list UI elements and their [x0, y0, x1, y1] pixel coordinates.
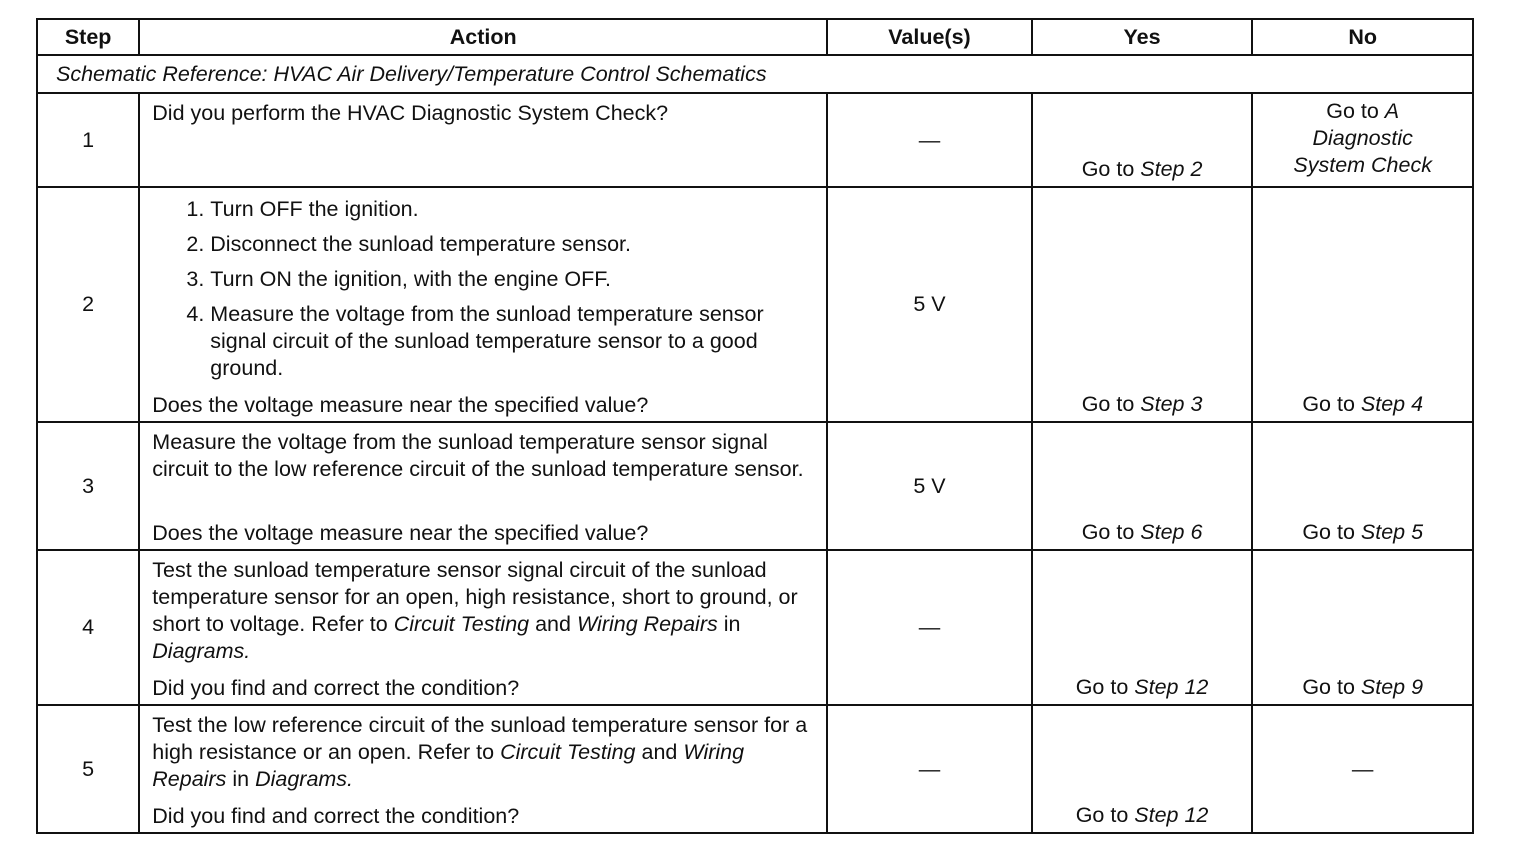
- circuit-testing-link[interactable]: Circuit Testing: [500, 740, 636, 764]
- table-row: [37, 93, 1473, 187]
- table-row: [37, 187, 1473, 422]
- header-action: Action: [139, 19, 827, 55]
- goto-target-line: Diagnostic: [1312, 126, 1413, 150]
- schematic-reference: Schematic Reference: HVAC Air Delivery/Temperature Control Schematics: [37, 55, 1473, 93]
- goto-target-line: A: [1384, 99, 1400, 123]
- diagnostic-table: [36, 18, 1474, 834]
- value-cell: 5 V: [827, 187, 1032, 422]
- action-text-part: in: [226, 767, 256, 791]
- yes-cell: [1032, 422, 1253, 550]
- step-number: 3: [37, 422, 139, 550]
- action-step: 3. Turn ON the ignition, with the engine OFF.: [210, 266, 814, 293]
- action-text: Did you perform the HVAC Diagnostic System Check?: [152, 101, 669, 125]
- value-cell: 5 V: [827, 422, 1032, 550]
- goto-link[interactable]: Step 2: [1140, 157, 1203, 181]
- table-row: [37, 422, 1473, 550]
- action-steps-list: [152, 196, 814, 382]
- goto-link[interactable]: [1253, 98, 1472, 182]
- goto-prefix: Go to: [1326, 99, 1385, 123]
- action-question: Did you find and correct the condition?: [152, 676, 520, 700]
- goto-prefix: Go to: [1302, 392, 1361, 416]
- goto-prefix: Go to: [1302, 520, 1361, 544]
- yes-cell: [1032, 187, 1253, 422]
- action-cell: [139, 422, 827, 550]
- diagrams-link[interactable]: Diagrams.: [152, 639, 251, 663]
- goto-prefix: Go to: [1081, 157, 1141, 181]
- no-cell: —: [1252, 705, 1473, 833]
- header-no: No: [1252, 19, 1473, 55]
- action-cell: [139, 93, 827, 187]
- goto-link[interactable]: Step 12: [1134, 803, 1209, 827]
- goto-prefix: Go to: [1075, 803, 1135, 827]
- goto-link[interactable]: Step 3: [1140, 392, 1203, 416]
- header-values: Value(s): [827, 19, 1032, 55]
- action-text: [152, 712, 814, 793]
- yes-cell: [1032, 550, 1253, 705]
- value-cell: —: [827, 93, 1032, 187]
- no-cell: [1252, 550, 1473, 705]
- action-question: Does the voltage measure near the specified value?: [152, 521, 649, 545]
- action-text-part: Test the sunload temperature sensor signal circuit of the sunload temperature sensor for an open, high resistance, short to ground, or short to voltage. Refer to: [152, 558, 798, 636]
- action-text-part: and: [529, 612, 577, 636]
- diagrams-link[interactable]: Diagrams.: [255, 767, 354, 791]
- action-step: 2. Disconnect the sunload temperature sensor.: [210, 231, 814, 258]
- yes-cell: [1032, 705, 1253, 833]
- goto-link[interactable]: Step 5: [1360, 520, 1424, 544]
- action-question: Does the voltage measure near the specified value?: [152, 393, 649, 417]
- goto-link[interactable]: Step 9: [1360, 675, 1424, 699]
- value-cell: —: [827, 705, 1032, 833]
- goto-prefix: Go to: [1081, 520, 1141, 544]
- action-step: 1. Turn OFF the ignition.: [210, 196, 814, 223]
- header-row: [37, 19, 1473, 55]
- circuit-testing-link[interactable]: Circuit Testing: [393, 612, 530, 636]
- goto-link[interactable]: Step 4: [1360, 392, 1424, 416]
- action-text: Measure the voltage from the sunload temperature sensor signal circuit to the low reference circuit of the sunload temperature sensor.: [152, 430, 804, 481]
- value-cell: —: [827, 550, 1032, 705]
- header-yes: Yes: [1032, 19, 1253, 55]
- action-question: Did you find and correct the condition?: [152, 804, 520, 828]
- step-number: 4: [37, 550, 139, 705]
- action-text-part: Test the low reference circuit of the sunload temperature sensor for a high resistance or an open. Refer to: [152, 713, 808, 764]
- action-text: [152, 557, 814, 665]
- step-number: 1: [37, 93, 139, 187]
- wiring-repairs-link[interactable]: Wiring Repairs: [576, 612, 718, 636]
- wiring-repairs-link[interactable]: Wiring Repairs: [152, 740, 745, 791]
- action-cell: [139, 705, 827, 833]
- schematic-reference-row: [37, 55, 1473, 93]
- yes-cell: [1032, 93, 1253, 187]
- table-row: [37, 705, 1473, 833]
- step-number: 2: [37, 187, 139, 422]
- goto-target-line: System Check: [1293, 153, 1432, 177]
- goto-prefix: Go to: [1075, 675, 1135, 699]
- action-cell: [139, 550, 827, 705]
- header-step: Step: [37, 19, 139, 55]
- goto-link[interactable]: Step 6: [1140, 520, 1203, 544]
- action-text-part: in: [717, 612, 741, 636]
- action-text-part: and: [635, 740, 684, 764]
- goto-prefix: Go to: [1302, 675, 1361, 699]
- goto-prefix: Go to: [1081, 392, 1141, 416]
- action-cell: [139, 187, 827, 422]
- action-step: 4. Measure the voltage from the sunload temperature sensor signal circuit of the sunload temperature sensor to a good ground.: [210, 301, 814, 382]
- goto-link[interactable]: Step 12: [1134, 675, 1209, 699]
- no-cell: [1252, 93, 1473, 187]
- no-cell: [1252, 422, 1473, 550]
- table-row: [37, 550, 1473, 705]
- no-cell: [1252, 187, 1473, 422]
- step-number: 5: [37, 705, 139, 833]
